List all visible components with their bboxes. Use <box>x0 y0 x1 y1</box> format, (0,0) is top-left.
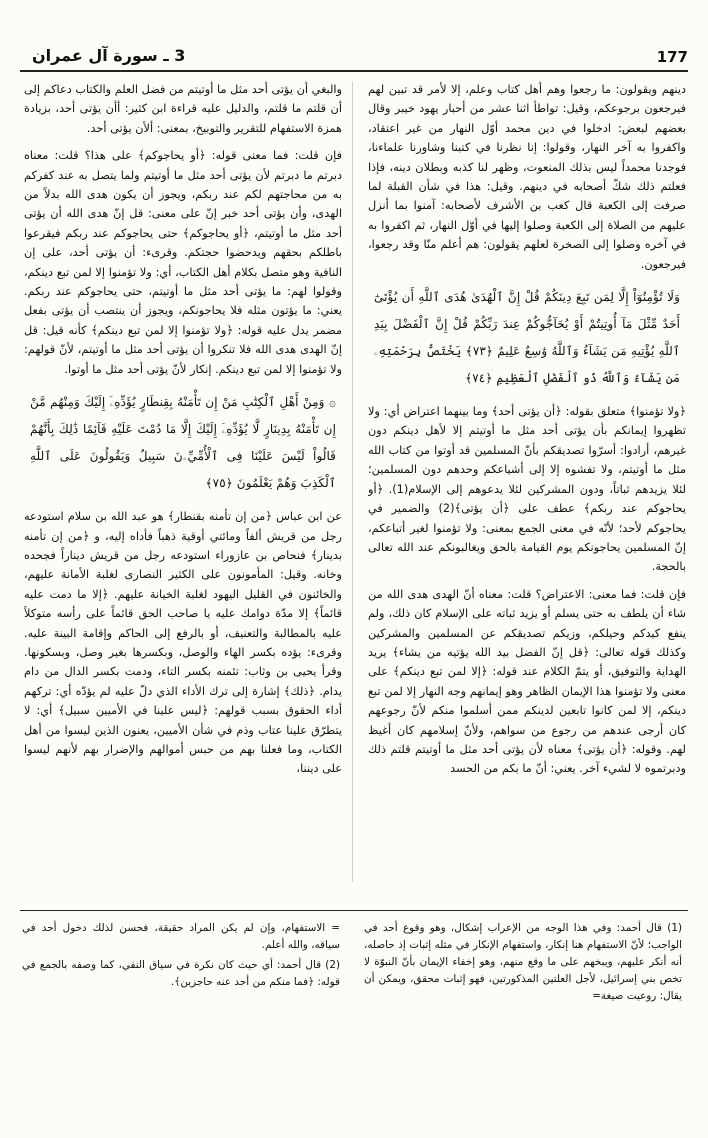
footnote: = الاستفهام، وإن لم يكن المراد حقيقة، فحسن لذلك دخول أحد في سياقه، والله أعلم. <box>22 922 340 951</box>
footnote-rule <box>20 910 688 911</box>
column-divider <box>352 82 353 882</box>
commentary-paragraph: عن ابن عباس ﴿من إن تأمنه بقنطار﴾ هو عبد الله بن سلام استودعه رجل من قريش ألفاً ومائتي أوقية ذهباً فأداه إليه، و ﴿من إن تأمنه بدينار﴾ فنحاص بن عازوراء استودعه رجل من قريش ديناراً فجحده وخانه. وقيل: المأمونون على الكثير النصارى لغلبة الأمانة عليهم، والخائنون في القليل اليهود لغلبة الخيانة عليهم. ﴿إلا ما دمت عليه قائماً﴾ إلا مدّة دوامك عليه يا صاحب الحق قائماً على رأسه متوكلاً عليه بالمطالبة والتعنيف، أو بالرفع إلى الحاكم وإقامة البينة عليه. وقرىء: يؤده بكسر الهاء والوصل، وبكسرها بغير وصل، وبسكونها. وقرأ يحيى بن وثاب: تئمنه بكسر التاء، ودمت بكسر الدال من دام يدام. ﴿ذلك﴾ إشارة إلى ترك الأداء الذي دلّ عليه لم يؤدّه أي: تركهم أداء الحقوق بسبب قولهم: ﴿ليس علينا في الأميين سبيل﴾ أي: لا يتطرّق علينا عتاب وذم في شأن الأميين، يعنون الذين ليسوا من أهل الكتاب، وما فعلنا بهم من حبس أموالهم والإضرار بهم لأنهم ليسوا على ديننا، <box>24 510 342 776</box>
page-header <box>20 42 688 72</box>
right-column <box>368 80 686 880</box>
commentary-paragraph: فإن قلت: فما معنى قوله: ﴿أو يحاجوكم﴾ على هذا؟ قلت: معناه دبرتم ما دبرتم لأن يؤتى أحد مثل ما أوتيتم ولما يتصل به عند كفركم به من محاجتهم لكم عند ربكم، ويجوز أن يكون هدى الله بدلاً من الهدى، وأن يؤتى أحد خبر إنّ على معنى: قل إنّ هدى الله أن يؤتى أحد مثل ما أوتيتم، ﴿أو يحاجوكم﴾ حتى يحاجوكم عند ربكم فيقرعوا باطلكم بحقهم ويدحضوا حجتكم. وقرىء: أن يؤتى أحد، على إن النافية وهو متصل بكلام أهل الكتاب، أي: ولا تؤمنوا إلا لمن تبع دينكم، وقولوا لهم: ما يؤتى أحد مثل ما أوتيتم، حتى يحاجوكم عند ربكم. يعني: ما يؤتون مثله فلا يحاجونكم، ويجوز أن ينتصب أن يؤتى بفعل مضمر يدل عليه قوله: ﴿ولا تؤمنوا إلا لمن تبع دينكم﴾ كأنه قيل: قل إنّ الهدى هدى الله فلا تنكروا أن يؤتى أحد مثل ما أوتيتم، لأنّ قولهم: ولا تؤمنوا إلا لمن تبع دينكم. إنكار لأنّ يؤتى أحد مثل ما أوتوا. <box>24 149 342 376</box>
commentary-paragraph: دينهم ويقولون: ما رجعوا وهم أهل كتاب وعلم، إلا لأمر قد تبين لهم فيرجعون برجوعكم، وقيل: تواطأ اثنا عشر من أحبار يهود خيبر وقال بعضهم لبعض: ادخلوا في دين محمد أوّل النهار من غير اعتقاد، واكفروا به آخر النهار، وقولوا: إنا نظرنا في كتبنا وشاورنا علماءنا، فوجدنا محمداً ليس بذلك المنعوت، وظهر لنا كذبه وبطلان دينه، فإذا فعلتم ذلك شكّ أصحابه في دينهم. وقيل: هذا في شأن القبلة لما صرفت إلى الكعبة قال كعب بن الأشرف لأصحابه: آمنوا بما أنزل عليهم من الصلاة إلى الكعبة وصلوا إليها في أوّل النهار، ثم اكفروا به في آخره وصلوا إلى الصخرة لعلهم يقولون: هم أعلم منّا وقد رجعوا، فيرجعون. <box>368 83 686 271</box>
commentary-paragraph: والبغي أن يؤتى أحد مثل ما أوتيتم من فضل العلم والكتاب دعاكم إلى أن قلتم ما قلتم، والدليل عليه قراءة ابن كثير: أأن يؤتى أحد، بزيادة همزة الاستفهام للتقرير والتوبيخ، بمعنى: ألأن يؤتى أحد. <box>24 83 342 135</box>
header-rule <box>20 70 688 72</box>
surah-title: 3 ـ سورة آل عمران <box>32 46 186 65</box>
commentary-paragraph: ﴿ولا تؤمنوا﴾ متعلق بقوله: ﴿أن يؤتى أحد﴾ وما بينهما اعتراض أي: ولا تظهروا إيمانكم بأن يؤتى أحد مثل ما أوتيتم إلا لأهل دينكم دون غيرهم، أرادوا: أسرّوا تصديقكم بأنّ المسلمين قد أوتوا من كتاب الله مثل ما أوتيتم، ولا تفشوه إلا إلى أشياعكم وحدهم دون المسلمين؛ لئلا يزيدهم ثباتاً، ودون المشركين لئلا يدعوهم إلى الإسلام(1). ﴿أو يحاجوكم عند ربكم﴾ عطف على ﴿أن يؤتى﴾(2) والضمير في يحاجوكم لأحد؛ لأنّه في معنى الجمع بمعنى: ولا تؤمنوا لغير أتباعكم، إنّ المسلمين يحاجونكم يوم القيامة بالحق ويغالبونكم عند الله تعالى بالحجة. <box>368 405 686 574</box>
quran-verse-73-74: وَلَا تُؤْمِنُوٓاْ إِلَّا لِمَن تَبِعَ دِينَكُمْ قُلْ إِنَّ ٱلْهُدَىٰ هُدَى ٱللَّهِ أَن يُؤْتَىٰٓ أَحَدٌ مِّثْلَ مَآ أُوتِيتُمْ أَوْ يُحَآجُّوكُمْ عِندَ رَبِّكُمْ قُلْ إِنَّ ٱلْفَضْلَ بِيَدِ ٱللَّهِ يُؤْتِيهِ مَن يَشَآءُ وَٱللَّهُ وَٰسِعٌ عَلِيمٌ ﴿٧٣﴾ يَخْتَصُّ بِرَحْمَتِهِۦ مَن يَشَآءُ وَٱللَّهُ ذُو ٱلْفَضْلِ ٱلْعَظِيمِ ﴿٧٤﴾ <box>374 290 680 386</box>
page-number: 177 <box>656 48 688 66</box>
footnotes-left <box>22 920 340 1000</box>
footnote: (2) قال أحمد: أي حيث كان نكرة في سياق النفي، كما وصفه بالجمع في قوله: ﴿فما منكم من أحد عنه حاجزين﴾. <box>22 959 340 988</box>
left-column <box>24 80 342 880</box>
footnotes-right <box>364 920 682 1100</box>
commentary-paragraph: فإن قلت: فما معنى: الاعتراض؟ قلت: معناه أنّ الهدى هدى الله من شاء أن يلطف به حتى يسلم أو يزيد ثباته على الإسلام كان ذلك، ولم ينفع كيدكم وحيلكم، وزيكم تصديقكم عن المسلمين والمشركين وكذلك قوله تعالى: ﴿قل إنّ الفضل بيد الله يؤتيه من يشاء﴾ يريد الهداية والتوفيق، أو يتمّ الكلام عند قوله: ﴿إلا لمن تبع دينكم﴾ على معنى ولا تؤمنوا هذا الإيمان الظاهر وهو إيمانهم وجه النهار إلا لمن تبع دينكم، إلا لمن كانوا تابعين لدينكم ممن أسلموا منكم لأنّ رجوعهم كان أرجى عندهم من رجوع من سواهم، ولأنّ إسلامهم كان أغيظ لهم. وقوله: ﴿أن يؤتى﴾ معناه لأن يؤتى أحد مثل ما أوتيتم قلتم ذلك ودبرتموه لا لشيء آخر. يعني: أنّ ما بكم من الحسد <box>368 587 686 776</box>
quran-verse-75: ۞ وَمِنْ أَهْلِ ٱلْكِتَٰبِ مَنْ إِن تَأْمَنْهُ بِقِنطَارٍ يُؤَدِّهِۦٓ إِلَيْكَ وَمِنْهُم مَّنْ إِن تَأْمَنْهُ بِدِينَارٍ لَّا يُؤَدِّهِۦٓ إِلَيْكَ إِلَّا مَا دُمْتَ عَلَيْهِ قَآئِمًا ذَٰلِكَ بِأَنَّهُمْ قَالُواْ لَيْسَ عَلَيْنَا فِى ٱلْأُمِّيِّۦنَ سَبِيلٌ وَيَقُولُونَ عَلَى ٱللَّهِ ٱلْكَذِبَ وَهُمْ يَعْلَمُونَ ﴿٧٥﴾ <box>30 395 336 491</box>
footnote: (1) قال أحمد: وفي هذا الوجه من الإعراب إشكال، وهو وقوع أحد في الواجب؛ لأنّ الاستفهام هنا إنكار، واستفهام الإنكار في مثله إثبات إذ حاصله، أنه أنكر عليهم، ويبخهم على ما وقع منهم، وهو إخفاء الإيمان بأنّ النبوّة لا تخص بني إسرائيل، لأجل العلتين المذكورتين، فهو إثبات محقق، ويمكن أن يقال: روعيت صيغة= <box>364 922 682 1002</box>
